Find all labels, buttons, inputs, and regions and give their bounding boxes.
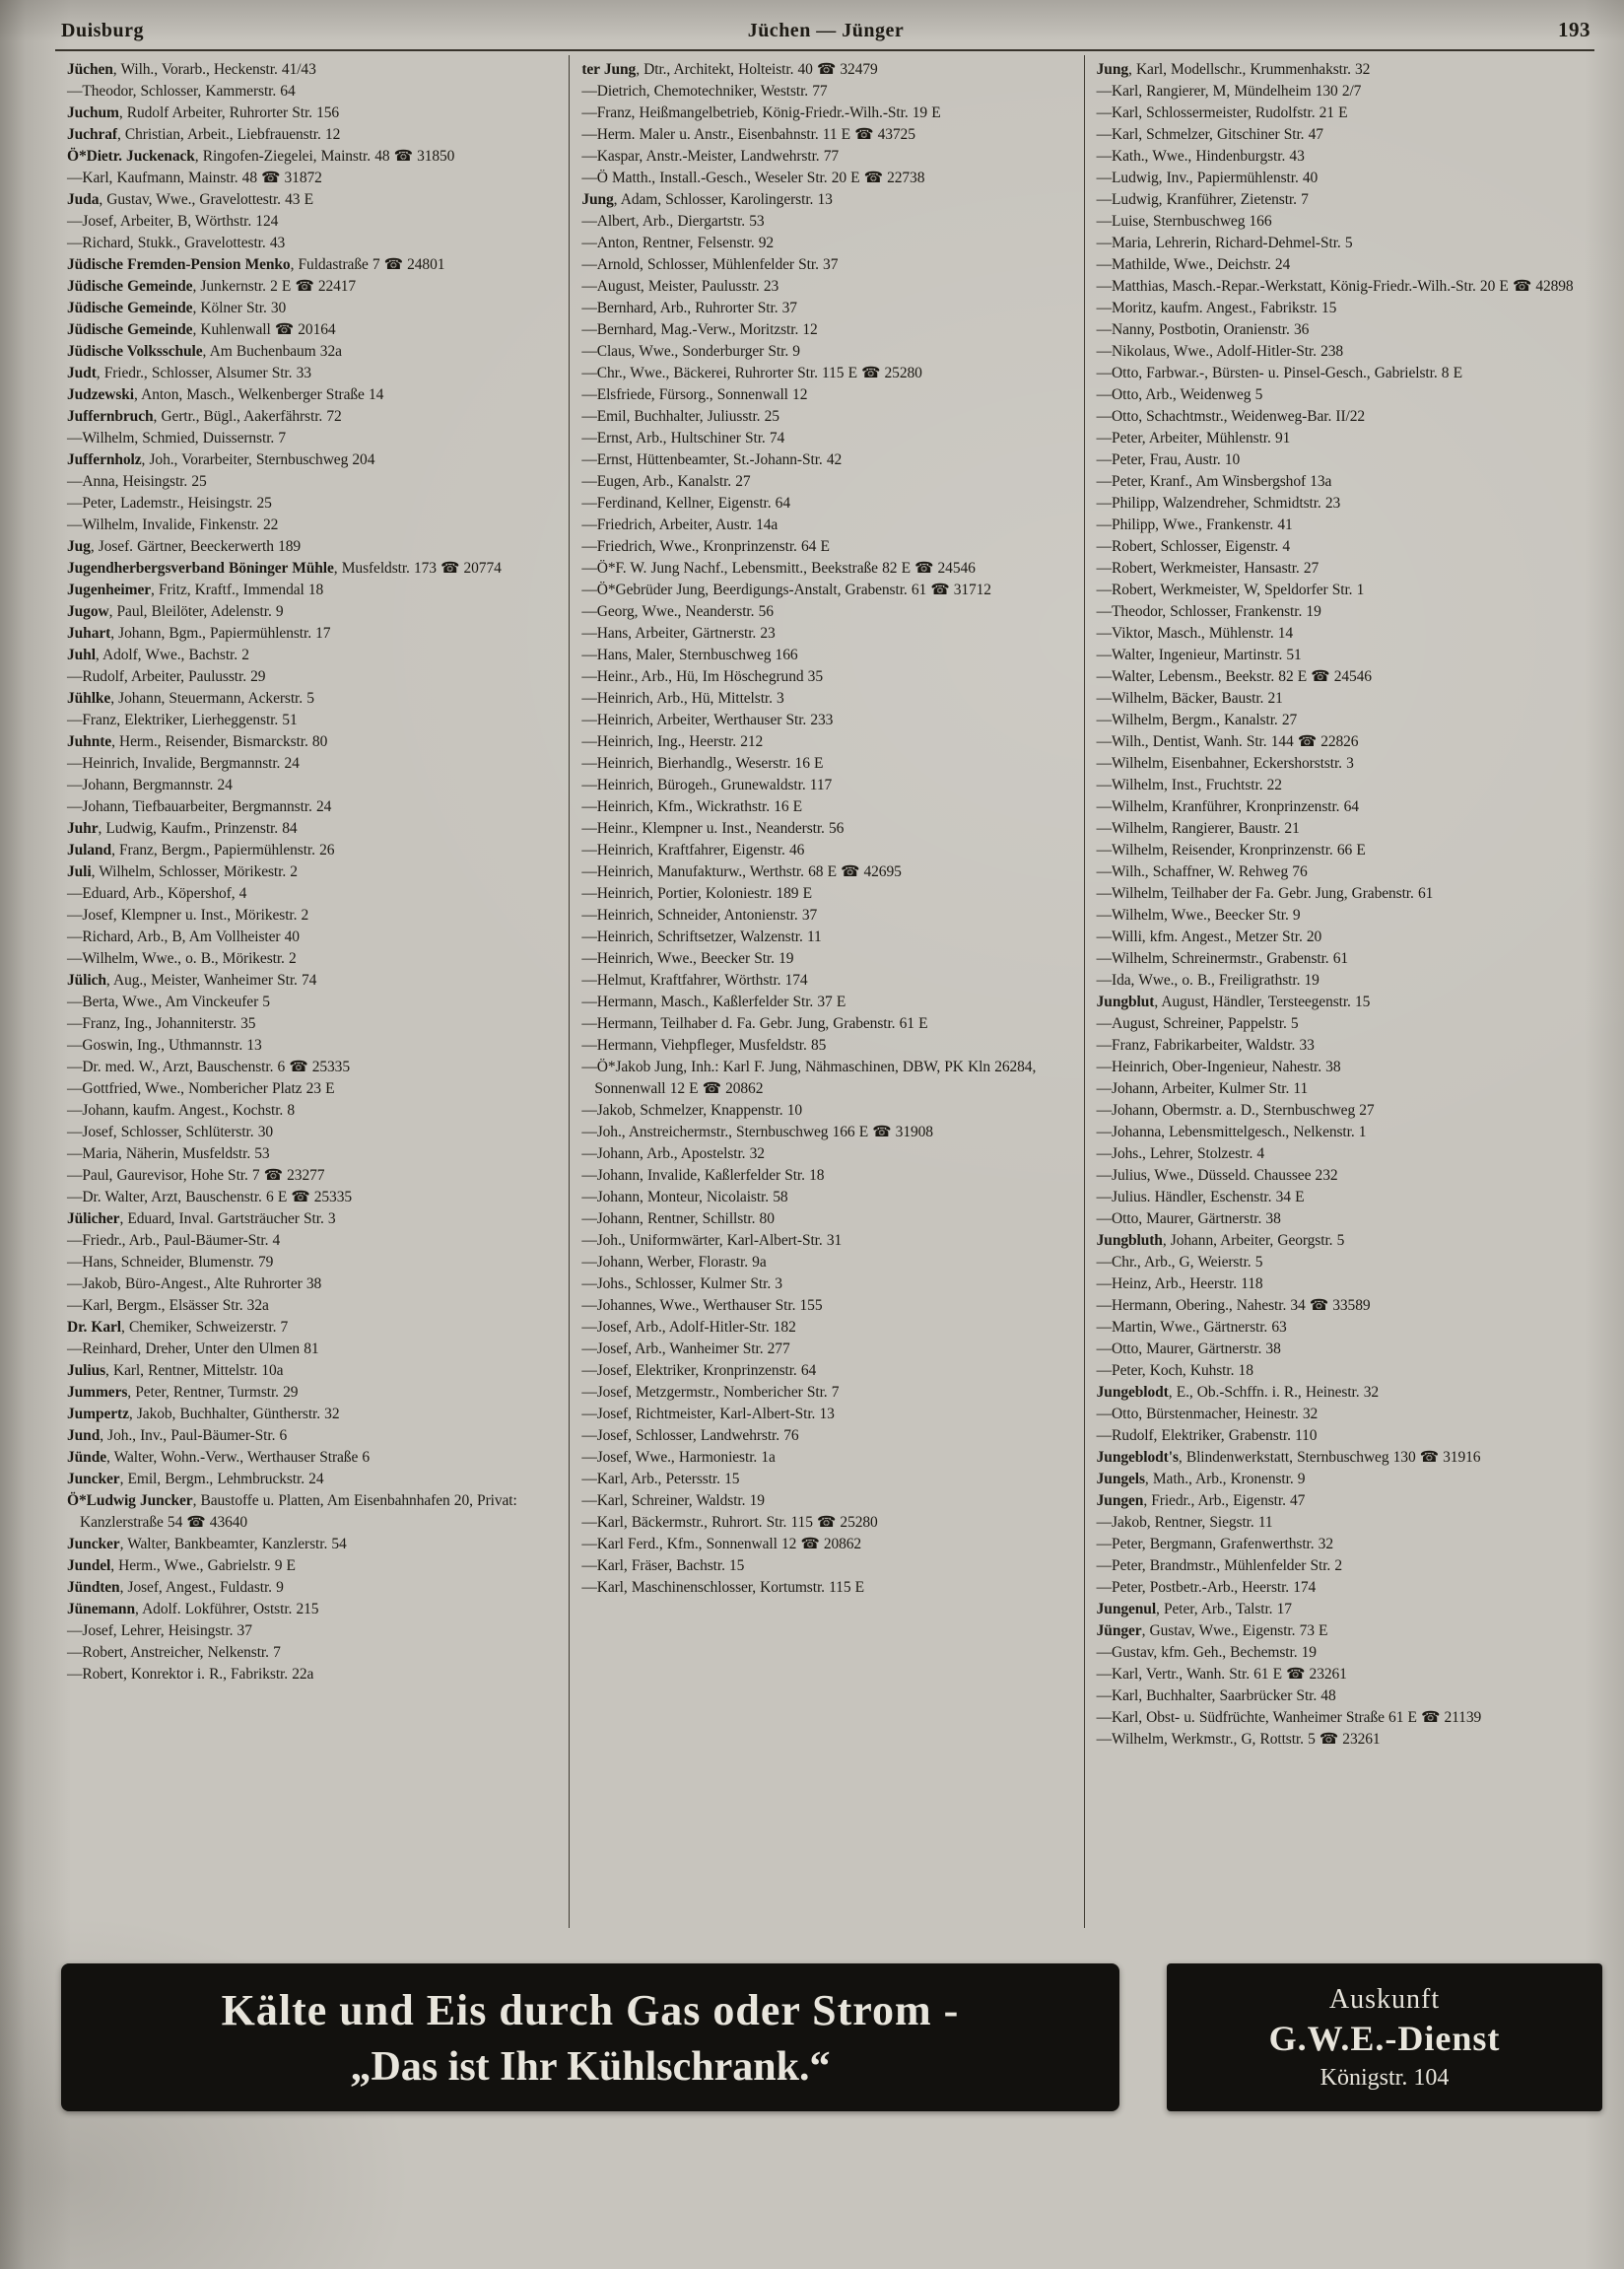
directory-entry: —Wilhelm, Invalide, Finkenstr. 22	[67, 516, 279, 533]
entry-surname: Juchum	[67, 104, 119, 121]
directory-entry: —Peter, Brandmstr., Mühlenfelder Str. 2	[1096, 1557, 1343, 1574]
ad-headline: Kälte und Eis durch Gas oder Strom -	[221, 1985, 960, 2034]
entry-surname: Juchraf	[67, 126, 117, 143]
directory-entry: —Peter, Koch, Kuhstr. 18	[1096, 1362, 1253, 1379]
directory-entry: —Kaspar, Anstr.-Meister, Landwehrstr. 77	[581, 148, 840, 165]
directory-entry: —Johann, Monteur, Nicolaistr. 58	[581, 1189, 788, 1205]
entry-surname: Jugendherbergsverband Böninger Mühle	[67, 560, 334, 577]
directory-entry: —Josef, Arbeiter, B, Wörthstr. 124	[67, 213, 279, 230]
directory-entry: —Chr., Wwe., Bäckerei, Ruhrorter Str. 115 E ☎ 25280	[581, 365, 922, 381]
directory-entry: —Wilhelm, Werkmstr., G, Rottstr. 5 ☎ 23261	[1096, 1731, 1381, 1748]
directory-entry: —Karl, Bergm., Elsässer Str. 32a	[67, 1297, 269, 1314]
directory-entry: Jummers, Peter, Rentner, Turmstr. 29	[67, 1384, 299, 1401]
directory-entry: Juhr, Ludwig, Kaufm., Prinzenstr. 84	[67, 820, 298, 837]
entry-surname: Juhl	[67, 647, 96, 663]
entry-surname: Jungen	[1096, 1492, 1144, 1509]
directory-entry: —Karl, Kaufmann, Mainstr. 48 ☎ 31872	[67, 170, 322, 186]
directory-entry: —Albert, Arb., Diergartstr. 53	[581, 213, 765, 230]
directory-entry: —Hans, Arbeiter, Gärtnerstr. 23	[581, 625, 776, 642]
directory-entry: —Johann, Obermstr. a. D., Sternbuschweg 27	[1096, 1102, 1375, 1119]
entry-surname: Jüdische Fremden-Pension Menko	[67, 256, 291, 273]
directory-entry: Juhnte, Herm., Reisender, Bismarckstr. 80	[67, 733, 328, 750]
directory-entry: Ö*Ludwig Juncker, Baustoffe u. Platten, Am Eisenbahnhafen 20, Privat: Kanzlerstraße 54 ☎ 43640	[67, 1492, 517, 1531]
directory-entry: —Richard, Stukk., Gravelottestr. 43	[67, 235, 286, 251]
directory-entry: —Karl, Maschinenschlosser, Kortumstr. 115 E	[581, 1579, 865, 1596]
directory-entry: Juchum, Rudolf Arbeiter, Ruhrorter Str. 156	[67, 104, 340, 121]
directory-entry: —Ludwig, Kranführer, Zietenstr. 7	[1096, 191, 1309, 208]
directory-entry: —Rudolf, Elektriker, Grabenstr. 110	[1096, 1427, 1318, 1444]
directory-entry: —Karl, Buchhalter, Saarbrücker Str. 48	[1096, 1687, 1336, 1704]
directory-entry: —Karl, Schlossermeister, Rudolfstr. 21 E	[1096, 104, 1348, 121]
directory-entry: —Karl, Rangierer, M, Mündelheim 130 2/7	[1096, 83, 1362, 100]
directory-entry: —Ö*Gebrüder Jung, Beerdigungs-Anstalt, Grabenstr. 61 ☎ 31712	[581, 582, 991, 598]
directory-entry: —Ernst, Arb., Hultschiner Str. 74	[581, 430, 785, 447]
directory-entry: Jugow, Paul, Bleilöter, Adelenstr. 9	[67, 603, 284, 620]
ad-subheadline: „Das ist Ihr Kühlschrank.“	[350, 2043, 831, 2090]
entry-surname: Juhart	[67, 625, 111, 642]
entry-surname: Jung	[581, 191, 614, 208]
directory-entry: —Arnold, Schlosser, Mühlenfelder Str. 37	[581, 256, 839, 273]
directory-entry: Jund, Joh., Inv., Paul-Bäumer-Str. 6	[67, 1427, 288, 1444]
directory-entry: Jundel, Herm., Wwe., Gabrielstr. 9 E	[67, 1557, 296, 1574]
directory-entry: —Josef, Klempner u. Inst., Mörikestr. 2	[67, 907, 309, 924]
directory-entry: —Willi, kfm. Angest., Metzer Str. 20	[1096, 928, 1322, 945]
entry-surname: Juhnte	[67, 733, 112, 750]
directory-entry: Juhart, Johann, Bgm., Papiermühlenstr. 17	[67, 625, 331, 642]
directory-entry: Juffernholz, Joh., Vorarbeiter, Sternbuschweg 204	[67, 451, 375, 468]
entry-surname: Jünger	[1096, 1622, 1142, 1639]
directory-entry: —Chr., Arb., G, Weierstr. 5	[1096, 1254, 1263, 1271]
directory-entry: —Heinrich, Arbeiter, Werthauser Str. 233	[581, 712, 834, 728]
directory-entry: —Ö Matth., Install.-Gesch., Weseler Str. 20 E ☎ 22738	[581, 170, 925, 186]
directory-entry: —Karl, Arb., Petersstr. 15	[581, 1471, 740, 1487]
directory-entry: —Claus, Wwe., Sonderburger Str. 9	[581, 343, 800, 360]
directory-entry: —Franz, Elektriker, Lierheggenstr. 51	[67, 712, 298, 728]
directory-entry: —Karl, Schreiner, Waldstr. 19	[581, 1492, 765, 1509]
header-name-range: Jüchen — Jünger	[747, 20, 905, 41]
gwe-dienst-advertisement	[1167, 1963, 1602, 2111]
directory-entry: —Gustav, kfm. Geh., Bechemstr. 19	[1096, 1644, 1317, 1661]
directory-entry: —Heinrich, Schneider, Antonienstr. 37	[581, 907, 818, 924]
directory-entry: —Helmut, Kraftfahrer, Wörthstr. 174	[581, 972, 808, 989]
directory-entry: —Heinrich, Kfm., Wickrathstr. 16 E	[581, 798, 803, 815]
directory-entry: —Walter, Lebensm., Beekstr. 82 E ☎ 24546	[1096, 668, 1372, 685]
entry-surname: Juffernholz	[67, 451, 142, 468]
entry-surname: Jülicher	[67, 1210, 120, 1227]
ad-side-line3: Königstr. 104	[1320, 2064, 1450, 2091]
directory-entry: Jüdische Fremden-Pension Menko, Fuldastraße 7 ☎ 24801	[67, 256, 445, 273]
directory-entry: —Karl, Schmelzer, Gitschiner Str. 47	[1096, 126, 1323, 143]
directory-entry: —Peter, Lademstr., Heisingstr. 25	[67, 495, 272, 512]
directory-entry: Jünde, Walter, Wohn.-Verw., Werthauser Straße 6	[67, 1449, 371, 1466]
directory-entry: —Nanny, Postbotin, Oranienstr. 36	[1096, 321, 1310, 338]
directory-entry: —Philipp, Wwe., Frankenstr. 41	[1096, 516, 1293, 533]
page-header	[0, 0, 1624, 47]
directory-entry: —Wilhelm, Reisender, Kronprinzenstr. 66 E	[1096, 842, 1366, 859]
entry-surname: Jumpertz	[67, 1406, 129, 1422]
directory-columns	[55, 55, 1598, 1928]
directory-entry: —Friedrich, Wwe., Kronprinzenstr. 64 E	[581, 538, 830, 555]
directory-entry: —Franz, Heißmangelbetrieb, König-Friedr.-Wilh.-Str. 19 E	[581, 104, 941, 121]
entry-surname: Judzewski	[67, 386, 135, 403]
directory-entry: —Wilhelm, Teilhaber der Fa. Gebr. Jung, Grabenstr. 61	[1096, 885, 1434, 902]
directory-entry: —Otto, Maurer, Gärtnerstr. 38	[1096, 1341, 1281, 1357]
directory-entry: —Peter, Bergmann, Grafenwerthstr. 32	[1096, 1536, 1333, 1552]
entry-surname: Juncker	[67, 1536, 120, 1552]
directory-entry: —Eduard, Arb., Köpershof, 4	[67, 885, 247, 902]
directory-entry: Juli, Wilhelm, Schlosser, Mörikestr. 2	[67, 863, 298, 880]
directory-entry: Jüdische Volksschule, Am Buchenbaum 32a	[67, 343, 342, 360]
directory-entry: —Maria, Näherin, Musfeldstr. 53	[67, 1145, 270, 1162]
directory-column-3	[1084, 55, 1598, 1928]
directory-entry: —Hans, Maler, Sternbuschweg 166	[581, 647, 798, 663]
directory-entry: Juland, Franz, Bergm., Papiermühlenstr. 26	[67, 842, 335, 859]
directory-entry: —Moritz, kaufm. Angest., Fabrikstr. 15	[1096, 300, 1337, 316]
directory-entry: Jüchen, Wilh., Vorarb., Heckenstr. 41/43	[67, 61, 316, 78]
directory-entry: —Josef, Richtmeister, Karl-Albert-Str. 13	[581, 1406, 835, 1422]
directory-entry: —Johann, Arbeiter, Kulmer Str. 11	[1096, 1080, 1309, 1097]
directory-entry: —Heinrich, Arb., Hü, Mittelstr. 3	[581, 690, 784, 707]
entry-surname: Jund	[67, 1427, 101, 1444]
directory-entry: Jungeblodt's, Blindenwerkstatt, Sternbuschweg 130 ☎ 31916	[1096, 1449, 1481, 1466]
entry-surname: Jünde	[67, 1449, 106, 1466]
directory-entry: —Wilhelm, Inst., Fruchtstr. 22	[1096, 777, 1282, 793]
entry-surname: Jündten	[67, 1579, 120, 1596]
directory-entry: —Robert, Anstreicher, Nelkenstr. 7	[67, 1644, 281, 1661]
directory-entry: —Wilhelm, Eisenbahner, Eckershorststr. 3	[1096, 755, 1354, 772]
directory-entry: Dr. Karl, Chemiker, Schweizerstr. 7	[67, 1319, 289, 1336]
directory-entry: —Dr. med. W., Arzt, Bauschenstr. 6 ☎ 25335	[67, 1059, 350, 1075]
directory-entry: —Heinrich, Bierhandlg., Weserstr. 16 E	[581, 755, 824, 772]
directory-entry: —Anna, Heisingstr. 25	[67, 473, 207, 490]
directory-entry: —Maria, Lehrerin, Richard-Dehmel-Str. 5	[1096, 235, 1353, 251]
directory-entry: Ö*Dietr. Juckenack, Ringofen-Ziegelei, Mainstr. 48 ☎ 31850	[67, 148, 455, 165]
entry-surname: Juli	[67, 863, 92, 880]
entry-surname: Jungels	[1096, 1471, 1145, 1487]
ad-side-line2: G.W.E.-Dienst	[1268, 2018, 1501, 2058]
directory-entry: —Karl, Fräser, Bachstr. 15	[581, 1557, 745, 1574]
directory-entry: —Friedrich, Arbeiter, Austr. 14a	[581, 516, 778, 533]
entry-surname: Juffernbruch	[67, 408, 154, 425]
directory-entry: —Wilhelm, Wwe., o. B., Mörikestr. 2	[67, 950, 297, 967]
directory-entry: —Wilhelm, Bäcker, Baustr. 21	[1096, 690, 1283, 707]
directory-entry: —Johanna, Lebensmittelgesch., Nelkenstr. 1	[1096, 1124, 1367, 1140]
directory-entry: Jung, Adam, Schlosser, Karolingerstr. 13	[581, 191, 833, 208]
directory-entry: —Heinrich, Wwe., Beecker Str. 19	[581, 950, 794, 967]
directory-entry: —Dr. Walter, Arzt, Bauschenstr. 6 E ☎ 25335	[67, 1189, 353, 1205]
directory-entry: —Otto, Arb., Weidenweg 5	[1096, 386, 1263, 403]
directory-entry: —Rudolf, Arbeiter, Paulusstr. 29	[67, 668, 266, 685]
directory-entry: —Wilhelm, Bergm., Kanalstr. 27	[1096, 712, 1298, 728]
directory-entry: —Robert, Konrektor i. R., Fabrikstr. 22a	[67, 1666, 314, 1683]
directory-entry: —Gottfried, Wwe., Nombericher Platz 23 E	[67, 1080, 335, 1097]
entry-surname: Jüdische Gemeinde	[67, 278, 193, 295]
entry-surname: Jungblut	[1096, 994, 1155, 1010]
entry-surname: Jug	[67, 538, 91, 555]
directory-entry: Jülich, Aug., Meister, Wanheimer Str. 74	[67, 972, 317, 989]
directory-entry: —Nikolaus, Wwe., Adolf-Hitler-Str. 238	[1096, 343, 1344, 360]
directory-entry: —Richard, Arb., B, Am Vollheister 40	[67, 928, 300, 945]
directory-entry: Juhl, Adolf, Wwe., Bachstr. 2	[67, 647, 249, 663]
directory-entry: Jünemann, Adolf. Lokführer, Oststr. 215	[67, 1601, 319, 1617]
directory-entry: —Wilhelm, Schmied, Duissernstr. 7	[67, 430, 287, 447]
directory-entry: —Walter, Ingenieur, Martinstr. 51	[1096, 647, 1302, 663]
directory-entry: —Theodor, Schlosser, Kammerstr. 64	[67, 83, 296, 100]
entry-surname: Ö*Dietr. Juckenack	[67, 148, 195, 165]
directory-entry: —Heinrich, Portier, Koloniestr. 189 E	[581, 885, 812, 902]
header-divider	[55, 49, 1594, 51]
entry-surname: Jundel	[67, 1557, 111, 1574]
directory-entry: Jugenheimer, Fritz, Kraftf., Immendal 18	[67, 582, 324, 598]
directory-entry: Jungels, Math., Arb., Kronenstr. 9	[1096, 1471, 1306, 1487]
directory-entry: —Karl Ferd., Kfm., Sonnenwall 12 ☎ 20862	[581, 1536, 862, 1552]
directory-entry: —Heinrich, Ober-Ingenieur, Nahestr. 38	[1096, 1059, 1341, 1075]
entry-surname: Jung	[1096, 61, 1128, 78]
directory-entry: Jüdische Gemeinde, Junkernstr. 2 E ☎ 22417	[67, 278, 357, 295]
entry-surname: Ö*Ludwig Juncker	[67, 1492, 193, 1509]
directory-entry: —Joh., Uniformwärter, Karl-Albert-Str. 31	[581, 1232, 843, 1249]
directory-entry: —Johann, Invalide, Kaßlerfelder Str. 18	[581, 1167, 825, 1184]
directory-entry: —Johs., Schlosser, Kulmer Str. 3	[581, 1275, 782, 1292]
directory-entry: —Ö*Jakob Jung, Inh.: Karl F. Jung, Nähmaschinen, DBW, PK Kln 26284, Sonnenwall 12 E ☎ 20862	[581, 1059, 1037, 1097]
directory-entry: —Josef, Schlosser, Schlüterstr. 30	[67, 1124, 273, 1140]
directory-entry: —Jakob, Rentner, Siegstr. 11	[1096, 1514, 1273, 1531]
directory-entry: —Ferdinand, Kellner, Eigenstr. 64	[581, 495, 790, 512]
directory-entry: —Viktor, Masch., Mühlenstr. 14	[1096, 625, 1294, 642]
directory-entry: —Bernhard, Arb., Ruhrorter Str. 37	[581, 300, 797, 316]
directory-entry: —Heinrich, Kraftfahrer, Eigenstr. 46	[581, 842, 805, 859]
directory-entry: —Robert, Werkmeister, W, Speldorfer Str. 1	[1096, 582, 1365, 598]
directory-entry: —Julius. Händler, Eschenstr. 34 E	[1096, 1189, 1305, 1205]
entry-surname: Jungbluth	[1096, 1232, 1163, 1249]
directory-entry: —August, Schreiner, Pappelstr. 5	[1096, 1015, 1299, 1032]
directory-column-1	[55, 55, 569, 1928]
directory-entry: —Jakob, Büro-Angest., Alte Ruhrorter 38	[67, 1275, 322, 1292]
directory-entry: —Berta, Wwe., Am Vinckeufer 5	[67, 994, 270, 1010]
directory-entry: Jungeblodt, E., Ob.-Schffn. i. R., Heinestr. 32	[1096, 1384, 1379, 1401]
directory-entry: —Philipp, Walzendreher, Schmidtstr. 23	[1096, 495, 1341, 512]
directory-entry: Jungenul, Peter, Arb., Talstr. 17	[1096, 1601, 1292, 1617]
directory-entry: —Peter, Postbetr.-Arb., Heerstr. 174	[1096, 1579, 1317, 1596]
directory-entry: —Heinrich, Manufakturw., Werthstr. 68 E ☎ 42695	[581, 863, 902, 880]
directory-entry: —Paul, Gaurevisor, Hohe Str. 7 ☎ 23277	[67, 1167, 325, 1184]
entry-surname: Dr. Karl	[67, 1319, 121, 1336]
entry-surname: Jüdische Gemeinde	[67, 300, 193, 316]
directory-entry: —Otto, Farbwar.-, Bürsten- u. Pinsel-Gesch., Gabrielstr. 8 E	[1096, 365, 1462, 381]
directory-entry: —Heinrich, Ing., Heerstr. 212	[581, 733, 764, 750]
entry-surname: Jungenul	[1096, 1601, 1157, 1617]
entry-surname: Jünemann	[67, 1601, 135, 1617]
directory-entry: —Johann, Tiefbauarbeiter, Bergmannstr. 24	[67, 798, 332, 815]
directory-entry: —Heinz, Arb., Heerstr. 118	[1096, 1275, 1263, 1292]
entry-surname: Juncker	[67, 1471, 120, 1487]
directory-entry: Jungbluth, Johann, Arbeiter, Georgstr. 5	[1096, 1232, 1345, 1249]
directory-entry: —Martin, Wwe., Gärtnerstr. 63	[1096, 1319, 1287, 1336]
directory-entry: —Johannes, Wwe., Werthauser Str. 155	[581, 1297, 823, 1314]
directory-column-2	[569, 55, 1083, 1928]
directory-entry: —Matthias, Masch.-Repar.-Werkstatt, König-Friedr.-Wilh.-Str. 20 E ☎ 42898	[1096, 278, 1574, 295]
entry-surname: Jüchen	[67, 61, 113, 78]
directory-entry: —Ida, Wwe., o. B., Freiligrathstr. 19	[1096, 972, 1320, 989]
kuehlschrank-advertisement	[61, 1963, 1119, 2111]
directory-entry: —Josef, Wwe., Harmoniestr. 1a	[581, 1449, 776, 1466]
directory-entry: —Johann, Bergmannstr. 24	[67, 777, 233, 793]
entry-surname: Jugenheimer	[67, 582, 151, 598]
directory-entry: —Heinrich, Bürogeh., Grunewaldstr. 117	[581, 777, 833, 793]
directory-entry: —Johann, Werber, Florastr. 9a	[581, 1254, 767, 1271]
directory-entry: —Franz, Fabrikarbeiter, Waldstr. 33	[1096, 1037, 1315, 1054]
directory-entry: —Julius, Wwe., Düsseld. Chaussee 232	[1096, 1167, 1338, 1184]
directory-entry: Jug, Josef. Gärtner, Beeckerwerth 189	[67, 538, 302, 555]
directory-entry: —Johann, kaufm. Angest., Kochstr. 8	[67, 1102, 296, 1119]
entry-surname: Jüdische Volksschule	[67, 343, 203, 360]
directory-entry: —Wilhelm, Kranführer, Kronprinzenstr. 64	[1096, 798, 1359, 815]
directory-entry: —Heinrich, Schriftsetzer, Walzenstr. 11	[581, 928, 822, 945]
directory-entry: Jülicher, Eduard, Inval. Gartsträucher Str. 3	[67, 1210, 336, 1227]
directory-entry: —Josef, Schlosser, Landwehrstr. 76	[581, 1427, 799, 1444]
directory-entry: —Karl, Obst- u. Südfrüchte, Wanheimer Straße 61 E ☎ 21139	[1096, 1709, 1482, 1726]
directory-entry: —August, Meister, Paulusstr. 23	[581, 278, 779, 295]
directory-entry: Jühlke, Johann, Steuermann, Ackerstr. 5	[67, 690, 314, 707]
directory-entry: —Peter, Arbeiter, Mühlenstr. 91	[1096, 430, 1291, 447]
directory-entry: Jündten, Josef, Angest., Fuldastr. 9	[67, 1579, 284, 1596]
entry-surname: Jummers	[67, 1384, 128, 1401]
directory-entry: —Emil, Buchhalter, Juliusstr. 25	[581, 408, 779, 425]
directory-entry: Jung, Karl, Modellschr., Krummenhakstr. 32	[1096, 61, 1371, 78]
directory-entry: Juncker, Emil, Bergm., Lehmbruckstr. 24	[67, 1471, 324, 1487]
directory-entry: —Hermann, Viehpfleger, Musfeldstr. 85	[581, 1037, 827, 1054]
directory-entry: —Josef, Metzgermstr., Nombericher Str. 7	[581, 1384, 840, 1401]
directory-entry: —Josef, Elektriker, Kronprinzenstr. 64	[581, 1362, 817, 1379]
directory-entry: —Mathilde, Wwe., Deichstr. 24	[1096, 256, 1291, 273]
directory-entry: —Friedr., Arb., Paul-Bäumer-Str. 4	[67, 1232, 281, 1249]
directory-entry: —Johann, Rentner, Schillstr. 80	[581, 1210, 775, 1227]
directory-entry: —Heinr., Arb., Hü, Im Höschegrund 35	[581, 668, 823, 685]
directory-entry: —Luise, Sternbuschweg 166	[1096, 213, 1272, 230]
directory-entry: —Dietrich, Chemotechniker, Weststr. 77	[581, 83, 828, 100]
directory-entry: —Ernst, Hüttenbeamter, St.-Johann-Str. 42	[581, 451, 843, 468]
directory-entry: —Joh., Anstreichermstr., Sternbuschweg 166 E ☎ 31908	[581, 1124, 933, 1140]
directory-entry: —Wilhelm, Rangierer, Baustr. 21	[1096, 820, 1300, 837]
entry-surname: ter Jung	[581, 61, 637, 78]
directory-entry: —Hermann, Teilhaber d. Fa. Gebr. Jung, Grabenstr. 61 E	[581, 1015, 928, 1032]
directory-entry: —Peter, Frau, Austr. 10	[1096, 451, 1241, 468]
directory-entry: Juda, Gustav, Wwe., Gravelottestr. 43 E	[67, 191, 313, 208]
entry-surname: Jungeblodt	[1096, 1384, 1169, 1401]
directory-entry: Jüdische Gemeinde, Kuhlenwall ☎ 20164	[67, 321, 336, 338]
ad-side-line1: Auskunft	[1328, 1983, 1441, 2015]
entry-surname: Jugow	[67, 603, 109, 620]
directory-entry: —Karl, Vertr., Wanh. Str. 61 E ☎ 23261	[1096, 1666, 1347, 1683]
directory-entry: —Otto, Bürstenmacher, Heinestr. 32	[1096, 1406, 1319, 1422]
directory-entry: —Wilh., Schaffner, W. Rehweg 76	[1096, 863, 1308, 880]
directory-entry: —Bernhard, Mag.-Verw., Moritzstr. 12	[581, 321, 818, 338]
advertisement-row	[61, 1963, 1602, 2111]
directory-entry: —Anton, Rentner, Felsenstr. 92	[581, 235, 775, 251]
directory-entry: —Johs., Lehrer, Stolzestr. 4	[1096, 1145, 1265, 1162]
directory-entry: Jüdische Gemeinde, Kölner Str. 30	[67, 300, 287, 316]
entry-surname: Juland	[67, 842, 112, 859]
directory-entry: —Wilhelm, Wwe., Beecker Str. 9	[1096, 907, 1301, 924]
directory-entry: —Josef, Arb., Wanheimer Str. 277	[581, 1341, 790, 1357]
page-number: 193	[1558, 18, 1590, 41]
directory-entry: ter Jung, Dtr., Architekt, Holteistr. 40 ☎ 32479	[581, 61, 878, 78]
directory-entry: Judt, Friedr., Schlosser, Alsumer Str. 33	[67, 365, 311, 381]
entry-surname: Jülich	[67, 972, 106, 989]
directory-entry: —Herm. Maler u. Anstr., Eisenbahnstr. 11 E ☎ 43725	[581, 126, 915, 143]
directory-entry: —Heinrich, Invalide, Bergmannstr. 24	[67, 755, 300, 772]
directory-entry: —Eugen, Arb., Kanalstr. 27	[581, 473, 751, 490]
directory-entry: Jungen, Friedr., Arb., Eigenstr. 47	[1096, 1492, 1306, 1509]
directory-entry: Jugendherbergsverband Böninger Mühle, Musfeldstr. 173 ☎ 20774	[67, 560, 502, 577]
directory-entry: —Theodor, Schlosser, Frankenstr. 19	[1096, 603, 1321, 620]
directory-entry: —Goswin, Ing., Uthmannstr. 13	[67, 1037, 262, 1054]
directory-entry: Judzewski, Anton, Masch., Welkenberger Straße 14	[67, 386, 384, 403]
directory-entry: —Josef, Lehrer, Heisingstr. 37	[67, 1622, 252, 1639]
directory-entry: —Otto, Maurer, Gärtnerstr. 38	[1096, 1210, 1281, 1227]
directory-entry: Julius, Karl, Rentner, Mittelstr. 10a	[67, 1362, 284, 1379]
directory-entry: Jumpertz, Jakob, Buchhalter, Güntherstr. 32	[67, 1406, 340, 1422]
entry-surname: Juhr	[67, 820, 99, 837]
directory-entry: Juncker, Walter, Bankbeamter, Kanzlerstr. 54	[67, 1536, 347, 1552]
directory-entry: —Reinhard, Dreher, Unter den Ulmen 81	[67, 1341, 319, 1357]
directory-entry: —Hans, Schneider, Blumenstr. 79	[67, 1254, 274, 1271]
directory-entry: —Robert, Werkmeister, Hansastr. 27	[1096, 560, 1320, 577]
directory-entry: —Elsfriede, Fürsorg., Sonnenwall 12	[581, 386, 808, 403]
directory-entry: —Wilh., Dentist, Wanh. Str. 144 ☎ 22826	[1096, 733, 1359, 750]
entry-surname: Juda	[67, 191, 100, 208]
directory-entry: —Heinr., Klempner u. Inst., Neanderstr. 56	[581, 820, 845, 837]
header-location: Duisburg	[61, 20, 145, 41]
entry-surname: Jüdische Gemeinde	[67, 321, 193, 338]
directory-entry: —Ö*F. W. Jung Nachf., Lebensmitt., Beekstraße 82 E ☎ 24546	[581, 560, 976, 577]
directory-entry: —Peter, Kranf., Am Winsbergshof 13a	[1096, 473, 1332, 490]
directory-entry: Jungblut, August, Händler, Tersteegenstr. 15	[1096, 994, 1371, 1010]
directory-entry: —Hermann, Masch., Kaßlerfelder Str. 37 E	[581, 994, 846, 1010]
directory-entry: —Robert, Schlosser, Eigenstr. 4	[1096, 538, 1291, 555]
directory-entry: —Josef, Arb., Adolf-Hitler-Str. 182	[581, 1319, 796, 1336]
directory-entry: Jünger, Gustav, Wwe., Eigenstr. 73 E	[1096, 1622, 1328, 1639]
directory-entry: —Franz, Ing., Johanniterstr. 35	[67, 1015, 256, 1032]
entry-surname: Judt	[67, 365, 97, 381]
directory-entry: —Karl, Bäckermstr., Ruhrort. Str. 115 ☎ 25280	[581, 1514, 878, 1531]
entry-surname: Jühlke	[67, 690, 111, 707]
directory-entry: —Hermann, Obering., Nahestr. 34 ☎ 33589	[1096, 1297, 1371, 1314]
directory-entry: —Georg, Wwe., Neanderstr. 56	[581, 603, 774, 620]
directory-entry: Juffernbruch, Gertr., Bügl., Aakerfährstr. 72	[67, 408, 342, 425]
directory-entry: Juchraf, Christian, Arbeit., Liebfrauenstr. 12	[67, 126, 341, 143]
directory-entry: —Otto, Schachtmstr., Weidenweg-Bar. II/22	[1096, 408, 1366, 425]
entry-surname: Jungeblodt's	[1096, 1449, 1179, 1466]
directory-entry: —Ludwig, Inv., Papiermühlenstr. 40	[1096, 170, 1319, 186]
directory-entry: —Johann, Arb., Apostelstr. 32	[581, 1145, 765, 1162]
directory-entry: —Wilhelm, Schreinermstr., Grabenstr. 61	[1096, 950, 1349, 967]
directory-entry: —Kath., Wwe., Hindenburgstr. 43	[1096, 148, 1305, 165]
entry-surname: Julius	[67, 1362, 106, 1379]
directory-entry: —Jakob, Schmelzer, Knappenstr. 10	[581, 1102, 803, 1119]
